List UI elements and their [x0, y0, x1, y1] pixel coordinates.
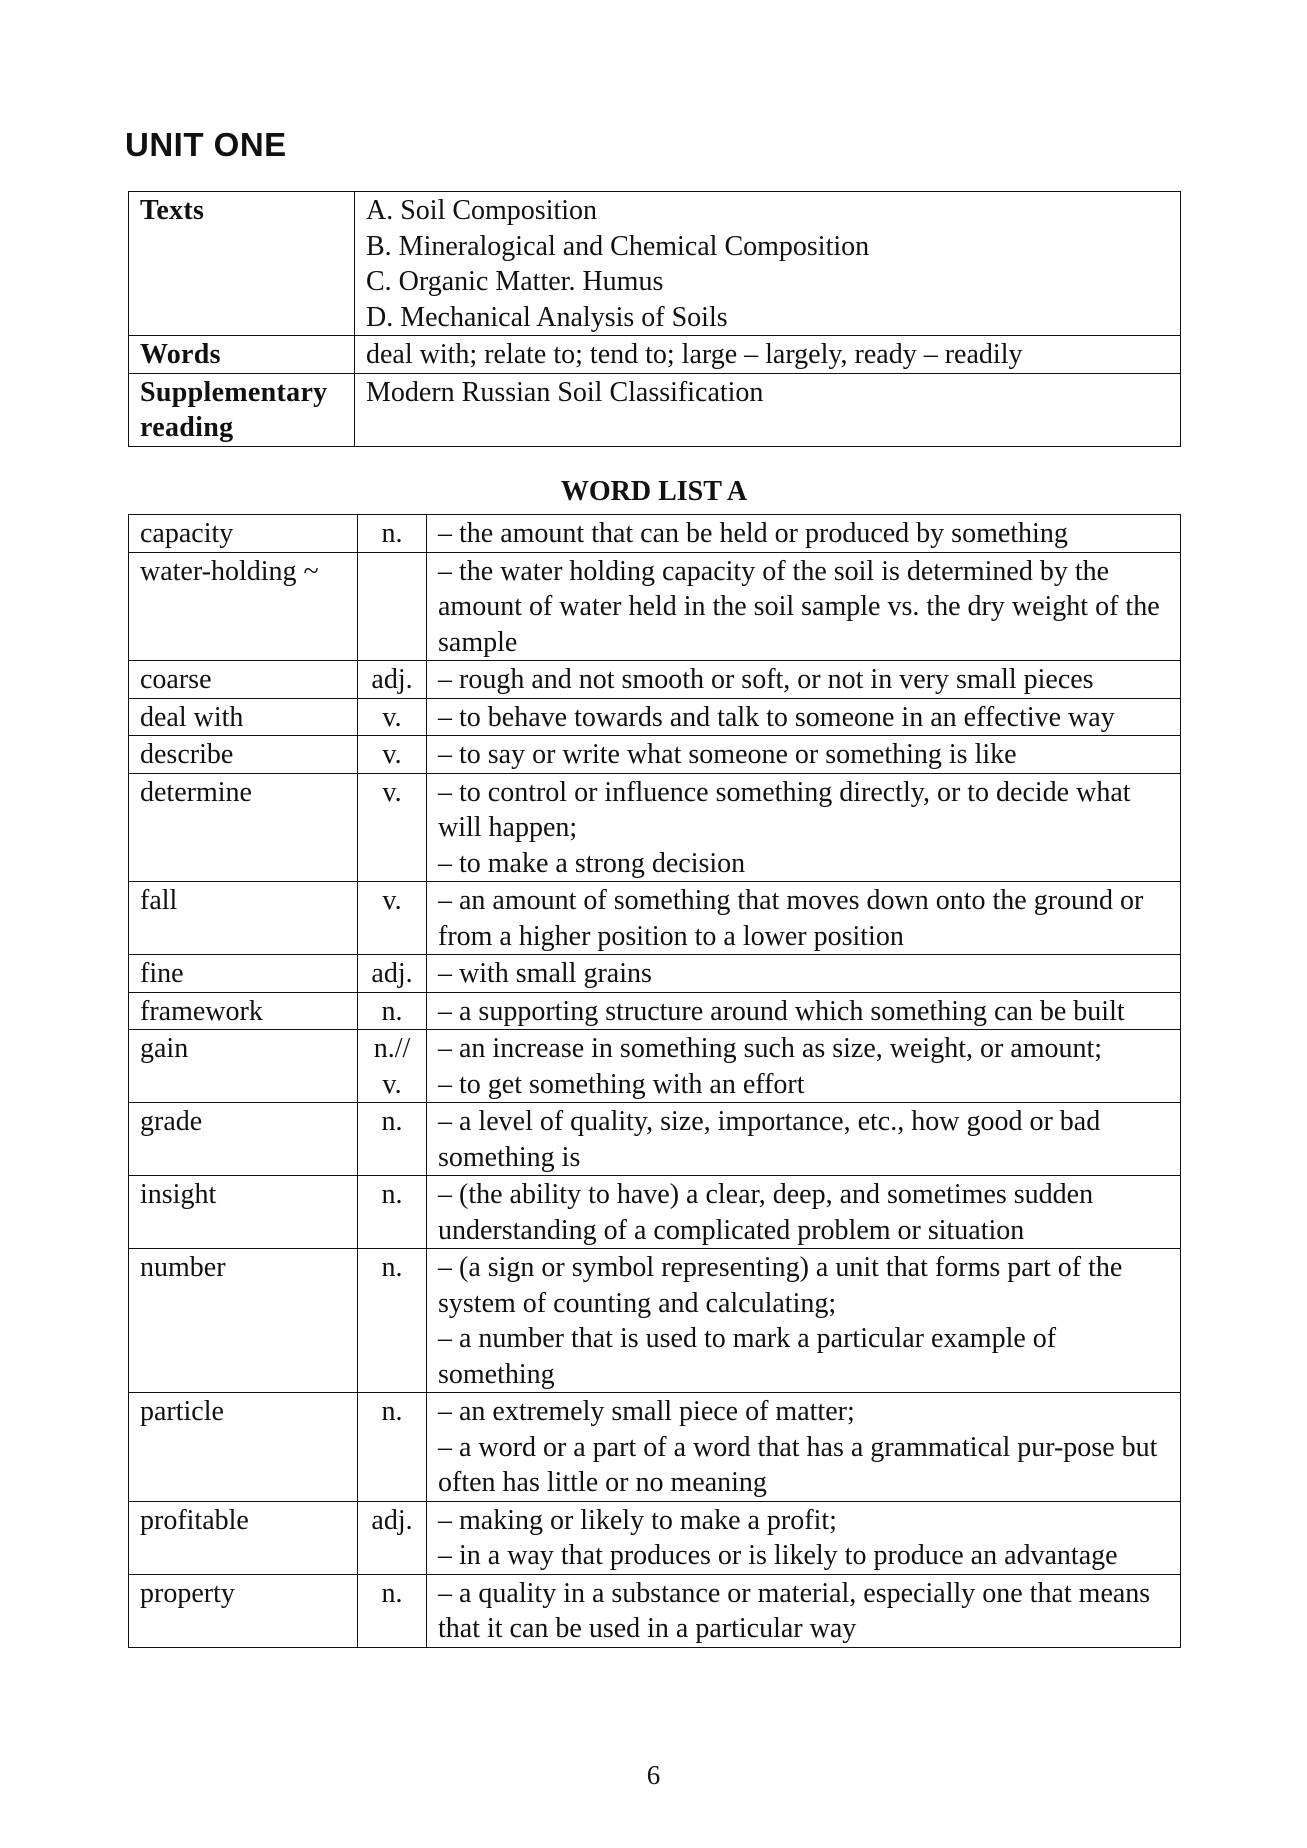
word-definition [427, 515, 1181, 553]
definition-line: – (a sign or symbol representing) a unit that forms part of the system of counting and calculating; [438, 1252, 1123, 1319]
overview-row-texts [129, 192, 1181, 336]
word-row [129, 1030, 1181, 1103]
word-definition [427, 552, 1181, 661]
definition-line: – to behave towards and talk to someone in an effective way [438, 701, 1115, 733]
word-row [129, 773, 1181, 882]
word-definition [427, 992, 1181, 1030]
part-of-speech-line: v. [382, 739, 402, 770]
text-item: C. Organic Matter. Humus [366, 266, 664, 297]
word-part-of-speech [358, 1501, 427, 1574]
part-of-speech-line: n. [381, 1252, 403, 1283]
word-term: profitable [129, 1501, 358, 1574]
overview-row-words [129, 336, 1181, 374]
word-part-of-speech [358, 698, 427, 736]
definition-line: – (the ability to have) a clear, deep, and sometimes sudden understanding of a complicated problem or situation [438, 1179, 1094, 1246]
part-of-speech-line: n. [381, 1106, 403, 1137]
texts-label: Texts [129, 192, 355, 336]
part-of-speech-line: n. [381, 1396, 403, 1427]
word-list-table [128, 514, 1181, 1648]
part-of-speech-line: v. [382, 776, 402, 808]
word-definition [427, 882, 1181, 955]
word-part-of-speech [358, 992, 427, 1030]
texts-list [355, 192, 1181, 336]
word-row [129, 1501, 1181, 1574]
word-term: water-holding ~ [129, 552, 358, 661]
word-term: framework [129, 992, 358, 1030]
word-term: describe [129, 736, 358, 774]
word-term: grade [129, 1103, 358, 1176]
word-row [129, 515, 1181, 553]
word-term: number [129, 1249, 358, 1393]
part-of-speech-line: v. [382, 885, 402, 916]
text-item: A. Soil Composition [366, 195, 598, 226]
part-of-speech-line: adj. [371, 664, 413, 695]
word-row [129, 992, 1181, 1030]
word-term: determine [129, 773, 358, 882]
definition-line: – making or likely to make a profit; [438, 1504, 837, 1536]
word-row [129, 1393, 1181, 1502]
definition-line: – a level of quality, size, importance, etc., how good or bad something is [438, 1106, 1101, 1173]
words-label: Words [129, 336, 355, 374]
supplementary-label-line: reading [140, 412, 234, 443]
text-item: B. Mineralogical and Chemical Composition [366, 230, 870, 262]
word-definition [427, 1030, 1181, 1103]
definition-line: – the water holding capacity of the soil is determined by the amount of water held in the soil sample vs. the dry weight of the sample [438, 555, 1160, 658]
definition-line: – in a way that produces or is likely to produce an advantage [438, 1540, 1118, 1571]
word-row [129, 552, 1181, 661]
part-of-speech-line: n. [381, 1577, 403, 1609]
word-part-of-speech [358, 1249, 427, 1393]
word-definition [427, 773, 1181, 882]
overview-row-supplementary [129, 373, 1181, 446]
word-part-of-speech [358, 1030, 427, 1103]
word-definition [427, 955, 1181, 993]
word-definition [427, 1501, 1181, 1574]
definition-line: – rough and not smooth or soft, or not in very small pieces [438, 664, 1094, 695]
word-definition [427, 1103, 1181, 1176]
word-row [129, 1574, 1181, 1647]
word-part-of-speech [358, 661, 427, 699]
word-part-of-speech [358, 882, 427, 955]
word-row [129, 1103, 1181, 1176]
definition-line: – to make a strong decision [438, 847, 746, 879]
definition-line: – a word or a part of a word that has a grammatical pur-pose but often has little or no meaning [438, 1431, 1158, 1498]
word-row [129, 736, 1181, 774]
definition-line: – an extremely small piece of matter; [438, 1396, 855, 1427]
supplementary-label-line: Supplementary [140, 376, 328, 408]
definition-line: – to say or write what someone or something is like [438, 739, 1017, 770]
word-part-of-speech [358, 1176, 427, 1249]
supplementary-label [129, 373, 355, 446]
word-definition [427, 736, 1181, 774]
definition-line: – a number that is used to mark a particular example of something [438, 1323, 1057, 1390]
part-of-speech-line: v. [382, 1068, 402, 1100]
word-row [129, 955, 1181, 993]
text-item: D. Mechanical Analysis of Soils [366, 301, 728, 333]
word-definition [427, 661, 1181, 699]
word-part-of-speech [358, 1103, 427, 1176]
word-part-of-speech [358, 955, 427, 993]
definition-line: – an amount of something that moves down onto the ground or from a higher position to a lower position [438, 885, 1144, 952]
word-list-body [129, 515, 1181, 1648]
definition-line: – to control or influence something directly, or to decide what will happen; [438, 776, 1131, 843]
word-definition [427, 1176, 1181, 1249]
word-definition [427, 1574, 1181, 1647]
part-of-speech-line: n. [381, 518, 403, 549]
word-term: gain [129, 1030, 358, 1103]
word-term: particle [129, 1393, 358, 1502]
word-row [129, 661, 1181, 699]
definition-line: – to get something with an effort [438, 1068, 805, 1100]
word-term: capacity [129, 515, 358, 553]
word-term: property [129, 1574, 358, 1647]
definition-line: – an increase in something such as size, weight, or amount; [438, 1033, 1103, 1064]
definition-line: – a supporting structure around which something can be built [438, 995, 1125, 1027]
word-definition [427, 1249, 1181, 1393]
word-row [129, 1176, 1181, 1249]
word-part-of-speech [358, 1393, 427, 1502]
word-part-of-speech [358, 1574, 427, 1647]
definition-line: – the amount that can be held or produced by something [438, 518, 1068, 549]
page-number: 6 [646, 1760, 661, 1790]
part-of-speech-line: adj. [371, 958, 413, 989]
word-list-title: WORD LIST A [560, 476, 748, 507]
part-of-speech-line: v. [382, 701, 402, 733]
word-row [129, 882, 1181, 955]
part-of-speech-line: n. [381, 995, 403, 1027]
word-part-of-speech [358, 515, 427, 553]
word-row [129, 698, 1181, 736]
supplementary-value: Modern Russian Soil Classification [355, 373, 1181, 446]
unit-overview-table [128, 191, 1181, 447]
part-of-speech-line: n.// [373, 1033, 411, 1064]
word-part-of-speech [358, 773, 427, 882]
word-term: insight [129, 1176, 358, 1249]
word-term: fall [129, 882, 358, 955]
word-term: deal with [129, 698, 358, 736]
part-of-speech-line: adj. [371, 1504, 413, 1536]
word-row [129, 1249, 1181, 1393]
word-part-of-speech [358, 736, 427, 774]
part-of-speech-line: n. [381, 1179, 403, 1210]
word-part-of-speech [358, 552, 427, 661]
words-value: deal with; relate to; tend to; large – largely, ready – readily [355, 336, 1181, 374]
unit-title: UNIT ONE [125, 126, 287, 163]
definition-line: – a quality in a substance or material, especially one that means that it can be used in a particular way [438, 1577, 1151, 1644]
word-definition [427, 1393, 1181, 1502]
word-term: coarse [129, 661, 358, 699]
definition-line: – with small grains [438, 958, 652, 989]
word-term: fine [129, 955, 358, 993]
word-definition [427, 698, 1181, 736]
